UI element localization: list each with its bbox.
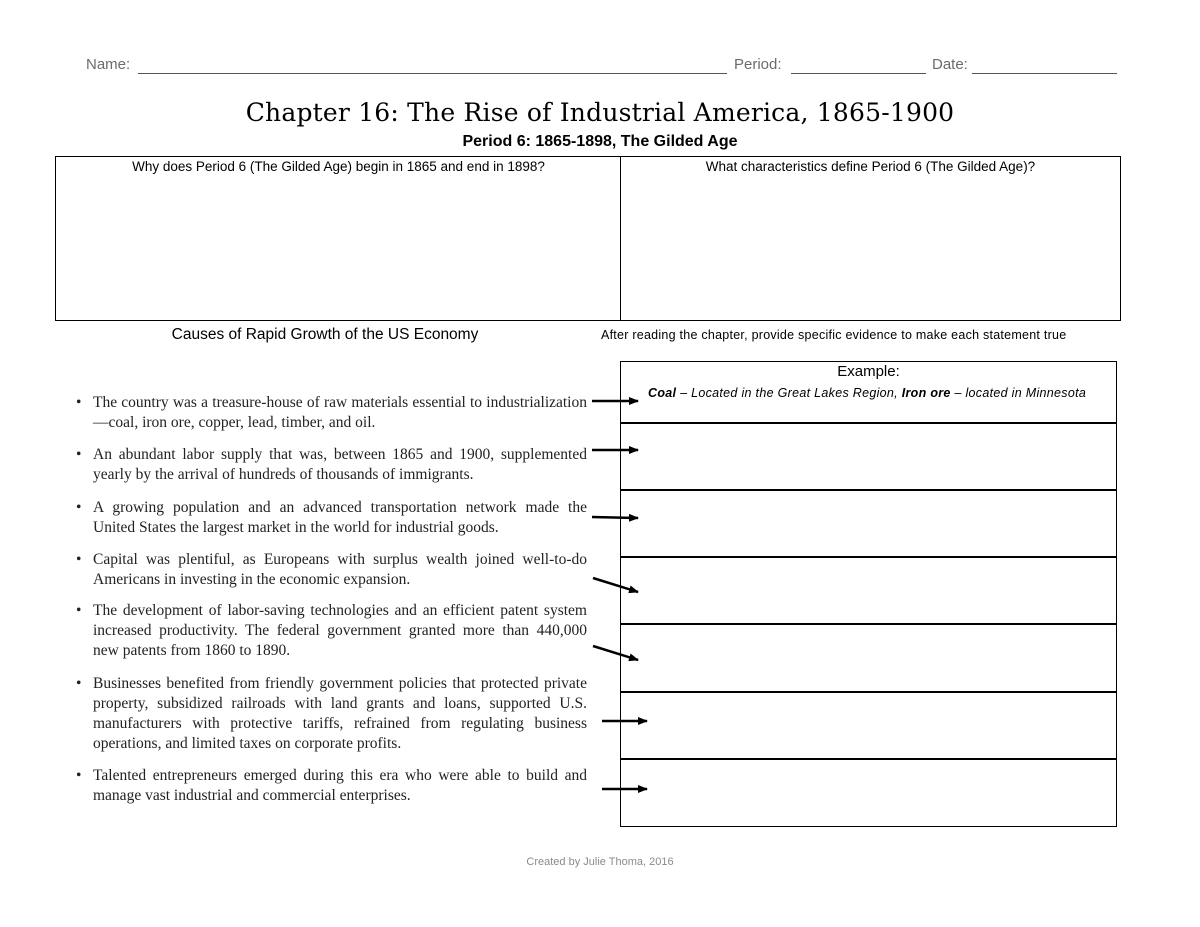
bullet-icon: • xyxy=(76,446,82,463)
example-term-iron-ore: Iron ore xyxy=(901,386,951,400)
cause-text: Talented entrepreneurs emerged during this era who were able to build and manage vast industrial and commercial enterprises. xyxy=(93,767,587,804)
bullet-icon: • xyxy=(76,394,82,411)
arrow-icon xyxy=(593,646,638,660)
arrow-icon xyxy=(593,578,638,592)
bullet-icon: • xyxy=(76,675,82,692)
evidence-heading: After reading the chapter, provide specific evidence to make each statement true xyxy=(601,328,1067,342)
bullet-icon: • xyxy=(76,551,82,568)
question-right: What characteristics define Period 6 (The Gilded Age)? xyxy=(705,159,1036,174)
cause-text: An abundant labor supply that was, between 1865 and 1900, supplemented yearly by the arrival of hundreds of thousands of immigrants. xyxy=(93,446,587,483)
example-desc-iron-ore: – located in Minnesota xyxy=(950,386,1087,400)
cause-text: A growing population and an advanced transportation network made the United States the largest market in the world for industrial goods. xyxy=(93,499,587,536)
example-term-coal: Coal xyxy=(648,386,677,400)
date-label: Date: xyxy=(932,56,968,73)
causes-heading: Causes of Rapid Growth of the US Economy xyxy=(171,326,479,343)
bullet-icon: • xyxy=(76,499,82,516)
arrow-icon xyxy=(592,517,638,518)
cause-text: The country was a treasure-house of raw materials essential to industrialization—coal, iron ore, copper, lead, timber, and oil. xyxy=(93,394,587,431)
page-subtitle: Period 6: 1865-1898, The Gilded Age xyxy=(462,133,738,150)
example-desc-coal: – Located in the Great Lakes Region, xyxy=(676,386,902,400)
bullet-icon: • xyxy=(76,602,82,619)
question-left: Why does Period 6 (The Gilded Age) begin in 1865 and end in 1898? xyxy=(132,159,545,174)
footer-credit: Created by Julie Thoma, 2016 xyxy=(526,856,674,868)
cause-text: The development of labor-saving technologies and an efficient patent system increased productivity. The federal government granted more than 440,000 new patents from 1860 to 1890. xyxy=(93,602,587,659)
cause-text: Businesses benefited from friendly government policies that protected private property, subsidized railroads with land grants and loans, supported U.S. manufacturers with protective tariffs, refrained from regulating business operations, and limited taxes on corporate profits. xyxy=(93,675,587,752)
page-title: Chapter 16: The Rise of Industrial America, 1865-1900 xyxy=(245,98,955,127)
example-label: Example: xyxy=(837,363,900,380)
name-label: Name: xyxy=(86,56,131,73)
bullet-icon: • xyxy=(76,767,82,784)
cause-text: Capital was plentiful, as Europeans with surplus wealth joined well-to-do Americans in investing in the economic expansion. xyxy=(93,551,587,588)
period-label: Period: xyxy=(734,56,782,73)
